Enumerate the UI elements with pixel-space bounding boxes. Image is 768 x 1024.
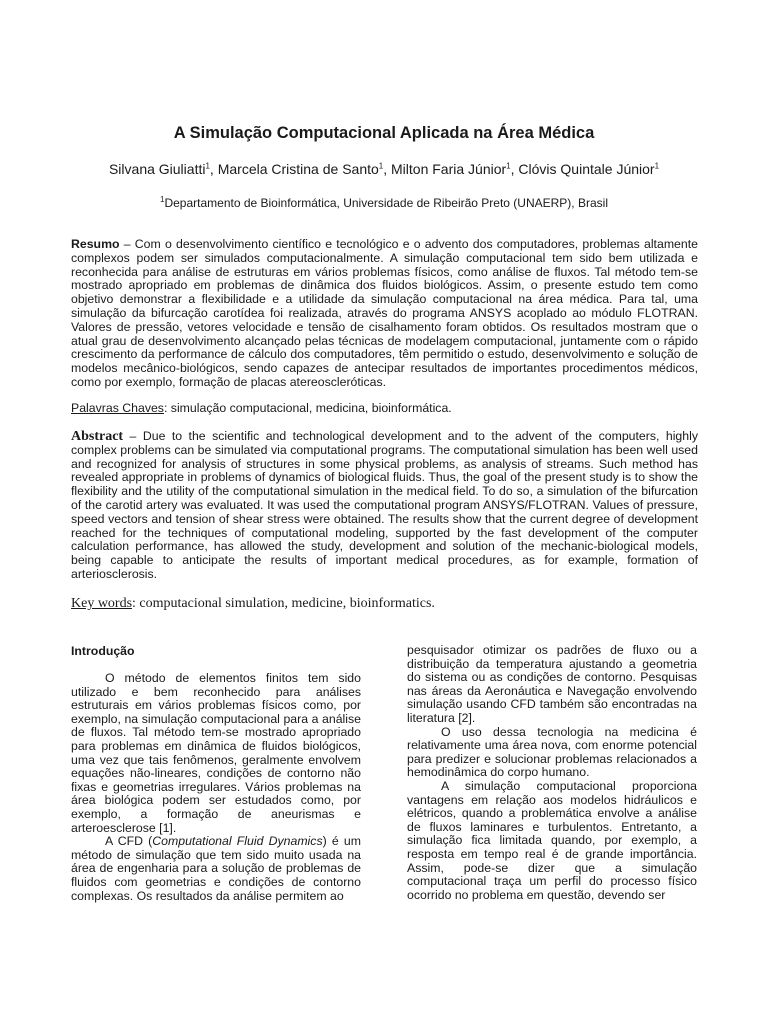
affiliation-text: Departamento de Bioinformática, Universidade de Ribeirão Preto (UNAERP), Brasil (164, 196, 608, 210)
affiliation (0, 196, 768, 210)
key-words-text: : computacional simulation, medicine, bioinformatics. (132, 596, 435, 611)
resumo-paragraph (71, 238, 698, 390)
author-separator: , (510, 161, 519, 177)
palavras-chaves-line (71, 402, 698, 416)
palavras-chaves-label: Palavras Chaves (71, 401, 164, 415)
cfd-expansion: Computational Fluid Dynamics (152, 834, 323, 849)
left-column (71, 672, 361, 903)
palavras-chaves-text: : simulação computacional, medicina, bioinformática. (163, 401, 452, 415)
body-paragraph: O uso dessa tecnologia na medicina é relativamente uma área nova, com enorme potencial para predizer e solucionar problemas relacionados a hemodinâmica do corpo humano. (407, 724, 697, 780)
paper-title: A Simulação Computacional Aplicada na Área Médica (173, 124, 595, 142)
cfd-text: ) é um método de simulação que tem sido muito usada na área de engenharia para a solução de problemas de fluidos com geometrias e condições de contorno complexas. Os resultados da análise permitem ao (71, 834, 361, 903)
abstract-text: – Due to the scientific and technological development and to the advent of the computers, highly complex problems can be simulated via computational programs. The computational simulation has been well used and recognized for analysis of structures in some physical problems, as analysis of streams. Such method has revealed appropriate in problems of dynamics of biological fluids. Thus, the goal of the present study is to show the flexibility and the utility of the computational simulation in the medical field. To do so, a simulation of the bifurcation of the carotid artery was evaluated. It was used the computational program ANSYS/FLOTRAN. Values of pressure, speed vectors and tension of shear stress were obtained. The results show that the current degree of development reached for the techniques of computational modeling, supported by the fast development of the computer calculation performance, has allowed the study, development and solution of the mechanic-biological models, being capable to anticipate the results of important medical procedures, as for example, formation of arteriosclerosis. (71, 429, 698, 581)
author-affiliation-mark: 1 (378, 161, 384, 171)
author-list (0, 161, 768, 177)
author-name: Marcela Cristina de Santo (217, 161, 379, 177)
body-paragraph (71, 835, 361, 903)
abstract-paragraph (71, 430, 698, 582)
body-paragraph: pesquisador otimizar os padrões de fluxo ou a distribuição da temperatura ajustando a geometria do sistema ou as condições de contorno. Pesquisas nas áreas da Aeronáutica e Navegação envolvendo simulação usando CFD também são encontradas na literatura [2]. (407, 643, 697, 725)
author-separator: , (383, 161, 392, 177)
author-name: Clóvis Quintale Júnior (518, 161, 655, 177)
introducao-heading: Introdução (71, 644, 135, 658)
author-name: Silvana Giuliatti (108, 161, 206, 177)
body-paragraph: O método de elementos finitos tem sido utilizado e bem reconhecido para análises estruturais em vários problemas físicos como, por exemplo, na simulação computacional para a análise de fluxos. Tal método tem-se mostrado apropriado para problemas em dinâmica de fluidos biológicos, uma vez que tais fenômenos, geralmente envolvem equações não-lineares, condições de contorno não fixas e geometrias irregulares. Vários problemas na área biológica podem ser estudados como, por exemplo, a formação de aneurismas e arteroesclerose [1]. (71, 671, 361, 835)
key-words-line (71, 596, 698, 612)
author-name: Milton Faria Júnior (391, 161, 507, 177)
author-affiliation-mark: 1 (506, 161, 511, 171)
author-affiliation-mark: 1 (654, 161, 660, 171)
author-affiliation-mark: 1 (205, 161, 210, 171)
key-words-label: Key words (71, 596, 133, 611)
author-separator: , (209, 161, 218, 177)
body-paragraph: A simulação computacional proporciona vantagens em relação aos modelos hidráulicos e elétricos, quando a problemática envolve a análise de fluxos laminares e turbulentos. Entretanto, a simulação fica limitada quando, por exemplo, a resposta em tempo real é de grande importância. Assim, pode-se dizer que a simulação computacional traça um perfil do processo físico ocorrido no problema em questão, devendo ser (407, 778, 697, 902)
resumo-text: – Com o desenvolvimento científico e tecnológico e o advento dos computadores, problemas altamente complexos podem ser simulados computacionalmente. A simulação computacional tem sido bem utilizada e reconhecida para análise de estruturas em vários problemas físicos, como análise de fluxos. Tal método tem-se mostrado apropriado em problemas de dinâmica dos fluidos biológicos. Assim, o presente estudo tem como objetivo demonstrar a flexibilidade e a utilidade da simulação computacional na área médica. Para tal, uma simulação da bifurcação carotídea foi realizada, através do programa ANSYS acoplado ao módulo FLOTRAN. Valores de pressão, vetores velocidade e tensão de cisalhamento foram obtidos. Os resultados mostram que o atual grau de desenvolvimento alcançado pelas técnicas de modelagem computacional, juntamente com o rápido crescimento da performance de cálculo dos computadores, têm permitido o estudo, desenvolvimento e solução de modelos mecânico-biológicos, sendo capazes de antecipar resultados de importantes procedimentos médicos, como por exemplo, formação de placas atereoscleróticas. (71, 237, 698, 389)
cfd-text: A CFD ( (105, 834, 153, 849)
resumo-label: Resumo (71, 237, 120, 251)
right-column (407, 644, 697, 902)
abstract-label: Abstract (71, 429, 124, 444)
affiliation-mark: 1 (160, 195, 165, 204)
